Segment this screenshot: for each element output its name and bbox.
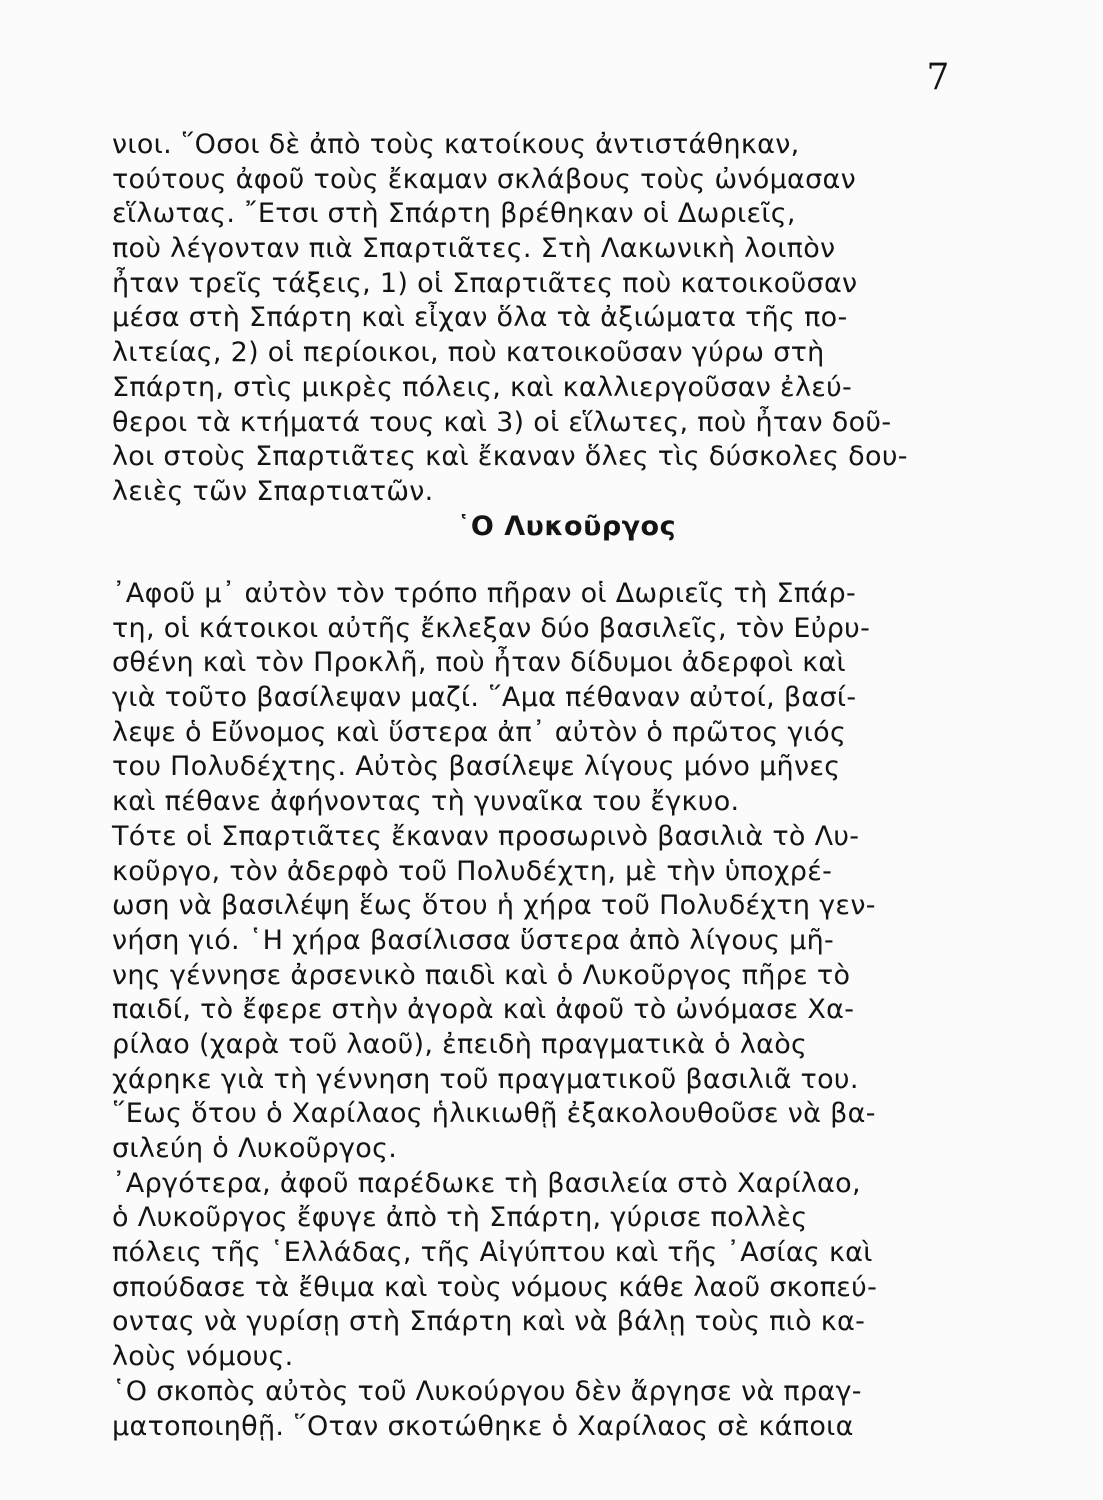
text-line: πόλεις τῆς ῾Ελλάδας, τῆς Αἰγύπτου καὶ τῆς ᾿Ασίας καὶ bbox=[112, 1237, 873, 1269]
text-line: λοι στοὺς Σπαρτιᾶτες καὶ ἔκαναν ὅλες τὶς δύσκολες δου- bbox=[112, 441, 908, 473]
text-line: νιοι. ῞Οσοι δὲ ἀπὸ τοὺς κατοίκους ἀντιστάθηκαν, bbox=[112, 129, 800, 160]
text-line: παιδί, τὸ ἔφερε στὴν ἀγορὰ καὶ ἀφοῦ τὸ ὠνόμασε Χα- bbox=[112, 994, 855, 1026]
text-line: σπούδασε τὰ ἔθιμα καὶ τοὺς νόμους κάθε λαοῦ σκοπεύ- bbox=[112, 1271, 878, 1303]
text-line: εἵλωτας. ῎Ετσι στὴ Σπάρτη βρέθηκαν οἱ Δωριεῖς, bbox=[112, 198, 796, 230]
text-line: γιὰ τοῦτο βασίλεψαν μαζί. ῞Αμα πέθαναν αὐτοί, βασί- bbox=[112, 682, 857, 714]
text-line: ῞Εως ὅτου ὁ Χαρίλαος ἡλικιωθῇ ἐξακολουθοῦσε νὰ βα- bbox=[112, 1098, 876, 1130]
text-line: οντας νὰ γυρίσῃ στὴ Σπάρτη καὶ νὰ βάλῃ τοὺς πιὸ κα- bbox=[112, 1306, 866, 1338]
text-line: λιτείας, 2) οἱ περίοικοι, ποὺ κατοικοῦσαν γύρω στὴ bbox=[112, 337, 825, 369]
text-line: ᾿Αφοῦ μ᾿ αὐτὸν τὸν τρόπο πῆραν οἱ Δωριεῖς τὴ Σπάρ- bbox=[112, 578, 856, 609]
text-line: λειὲς τῶν Σπαρτιατῶν. bbox=[112, 475, 434, 507]
text-line: μέσα στὴ Σπάρτη καὶ εἶχαν ὅλα τὰ ἀξιώματα τῆς πο- bbox=[112, 302, 848, 334]
text-line: τη, οἱ κάτοικοι αὐτῆς ἔκλεξαν δύο βασιλεῖς, τὸν Εὐρυ- bbox=[112, 612, 871, 644]
paragraph-lycurgus bbox=[112, 577, 988, 1444]
text-line: θεροι τὰ κτήματά τους καὶ 3) οἱ εἵλωτες, ποὺ ἦταν δοῦ- bbox=[112, 406, 892, 438]
text-line: νης γέννησε ἀρσενικὸ παιδὶ καὶ ὁ Λυκοῦργος πῆρε τὸ bbox=[112, 959, 851, 991]
text-line: λοὺς νόμους. bbox=[112, 1341, 294, 1373]
text-line: ωση νὰ βασιλέψη ἕως ὅτου ἡ χήρα τοῦ Πολυδέχτη γεν- bbox=[112, 890, 876, 922]
text-line: λεψε ὁ Εὔνομος καὶ ὕστερα ἀπ᾿ αὐτὸν ὁ πρῶτος γιός bbox=[112, 716, 847, 748]
paragraph-dorians-classes bbox=[112, 128, 988, 510]
text-line: Τότε οἱ Σπαρτιᾶτες ἔκαναν προσωρινὸ βασιλιὰ τὸ Λυ- bbox=[112, 820, 860, 852]
text-line: ματοποιηθῇ. ῞Οταν σκοτώθηκε ὁ Χαρίλαος σὲ κάποια bbox=[112, 1410, 854, 1442]
text-line: κοῦργο, τὸν ἀδερφὸ τοῦ Πολυδέχτη, μὲ τὴν ὑποχρέ- bbox=[112, 855, 833, 887]
page-number: 7 bbox=[926, 57, 950, 98]
text-line: σιλεύη ὁ Λυκοῦργος. bbox=[112, 1133, 398, 1164]
text-line: ρίλαο (χαρὰ τοῦ λαοῦ), ἐπειδὴ πραγματικὰ ὁ λαὸς bbox=[112, 1028, 808, 1060]
text-line: τούτους ἀφοῦ τοὺς ἔκαμαν σκλάβους τοὺς ὠνόμασαν bbox=[112, 163, 857, 195]
text-line: ῾Ο σκοπὸς αὐτὸς τοῦ Λυκούργου δὲν ἄργησε νὰ πραγ- bbox=[112, 1375, 862, 1407]
text-line: σθένη καὶ τὸν Προκλῆ, ποὺ ἦταν δίδυμοι ἀδερφοὶ καὶ bbox=[112, 647, 846, 679]
text-line: του Πολυδέχτης. Αὐτὸς βασίλεψε λίγους μόνο μῆνες bbox=[112, 751, 841, 783]
text-line: νήση γιό. ῾Η χήρα βασίλισσα ὕστερα ἀπὸ λίγους μῆ- bbox=[112, 924, 835, 956]
text-line: ὁ Λυκοῦργος ἔφυγε ἀπὸ τὴ Σπάρτη, γύρισε πολλὲς bbox=[112, 1202, 808, 1234]
text-line: χάρηκε γιὰ τὴ γέννηση τοῦ πραγματικοῦ βασιλιᾶ του. bbox=[112, 1063, 859, 1095]
text-line: ᾿Αργότερα, ἀφοῦ παρέδωκε τὴ βασιλεία στὸ Χαρίλαο, bbox=[112, 1167, 861, 1199]
text-line: Σπάρτη, στὶς μικρὲς πόλεις, καὶ καλλιεργοῦσαν ἐλεύ- bbox=[112, 371, 853, 403]
text-line: ἦταν τρεῖς τάξεις, 1) οἱ Σπαρτιᾶτες ποὺ κατοικοῦσαν bbox=[112, 267, 858, 299]
text-line: καὶ πέθανε ἀφήνοντας τὴ γυναῖκα του ἔγκυο. bbox=[112, 786, 740, 818]
text-line: ποὺ λέγονταν πιὰ Σπαρτιᾶτες. Στὴ Λακωνικὴ λοιπὸν bbox=[112, 233, 836, 265]
section-heading: ῾Ο Λυκοῦργος bbox=[456, 511, 677, 542]
